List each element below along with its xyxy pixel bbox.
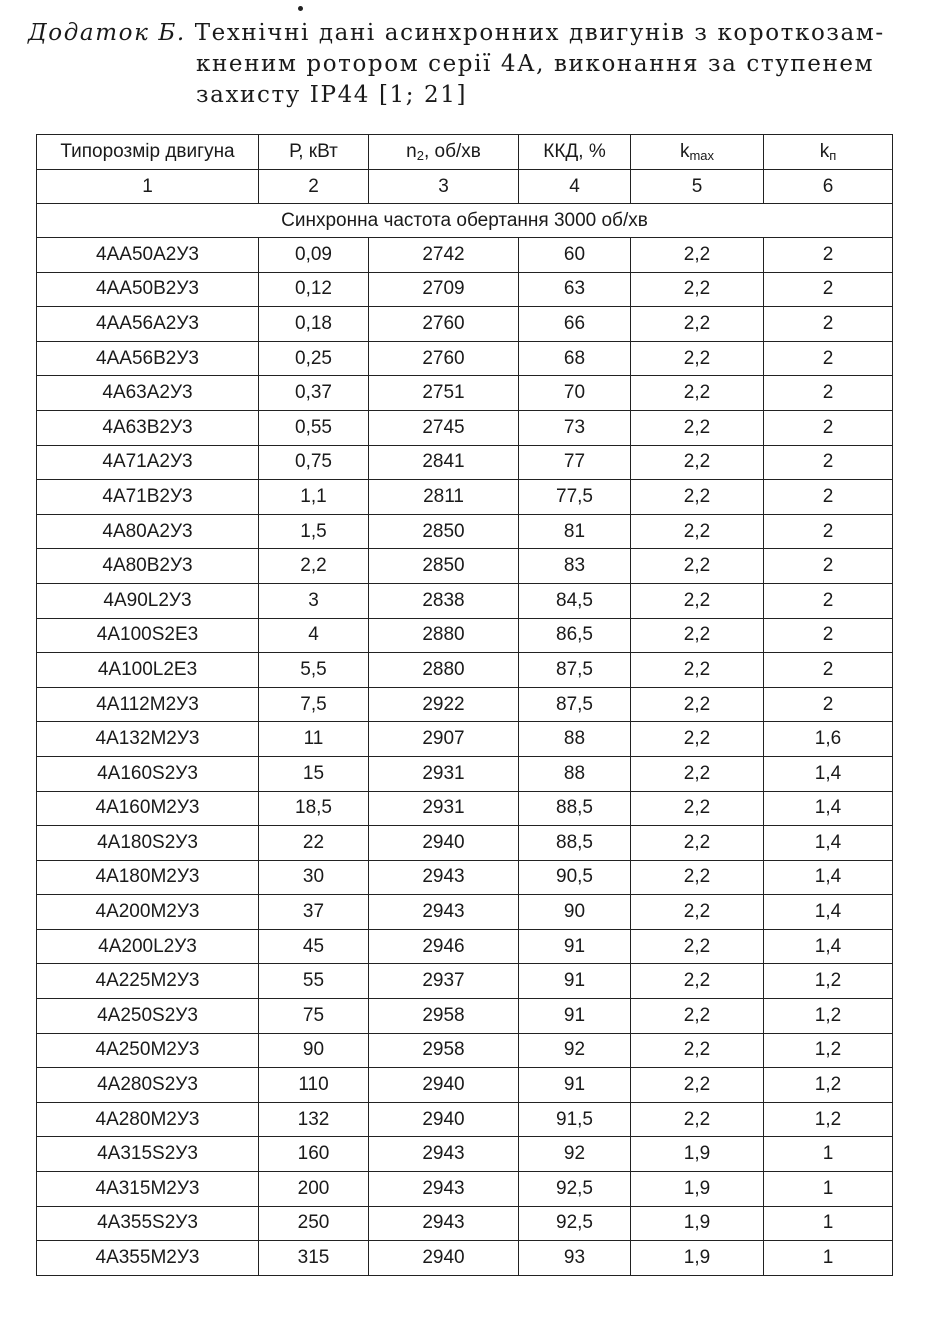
caption-line-1 bbox=[28, 18, 896, 49]
cell-kmax: 2,2 bbox=[631, 445, 764, 480]
cell-kmax: 2,2 bbox=[631, 618, 764, 653]
cell-kp: 2 bbox=[764, 549, 893, 584]
cell-efficiency: 88,5 bbox=[519, 791, 631, 826]
cell-type: 4АА50В2У3 bbox=[37, 272, 259, 307]
cell-speed: 2709 bbox=[369, 272, 519, 307]
cell-speed: 2937 bbox=[369, 964, 519, 999]
cell-efficiency: 91 bbox=[519, 999, 631, 1034]
cell-type: 4А71В2У3 bbox=[37, 480, 259, 515]
header-kp bbox=[764, 135, 893, 170]
cell-type: 4АА56А2У3 bbox=[37, 307, 259, 342]
cell-power: 4 bbox=[259, 618, 369, 653]
cell-speed: 2751 bbox=[369, 376, 519, 411]
cell-kmax: 2,2 bbox=[631, 1102, 764, 1137]
cell-efficiency: 92,5 bbox=[519, 1206, 631, 1241]
table-row bbox=[37, 272, 893, 307]
cell-speed: 2931 bbox=[369, 791, 519, 826]
cell-kp: 1,2 bbox=[764, 964, 893, 999]
cell-power: 0,75 bbox=[259, 445, 369, 480]
cell-speed: 2922 bbox=[369, 687, 519, 722]
cell-type: 4А280М2У3 bbox=[37, 1102, 259, 1137]
section-title: Синхронна частота обертання 3000 об/хв bbox=[37, 204, 893, 238]
cell-type: 4А80В2У3 bbox=[37, 549, 259, 584]
cell-kmax: 2,2 bbox=[631, 653, 764, 688]
cell-kmax: 2,2 bbox=[631, 687, 764, 722]
cell-kmax: 2,2 bbox=[631, 860, 764, 895]
cell-efficiency: 68 bbox=[519, 341, 631, 376]
cell-kmax: 2,2 bbox=[631, 410, 764, 445]
cell-speed: 2838 bbox=[369, 583, 519, 618]
cell-type: 4А180S2У3 bbox=[37, 826, 259, 861]
cell-kp: 2 bbox=[764, 583, 893, 618]
cell-kmax: 2,2 bbox=[631, 895, 764, 930]
cell-power: 0,25 bbox=[259, 341, 369, 376]
cell-power: 5,5 bbox=[259, 653, 369, 688]
column-number: 3 bbox=[369, 170, 519, 204]
header-efficiency: ККД, % bbox=[519, 135, 631, 170]
cell-efficiency: 92 bbox=[519, 1033, 631, 1068]
cell-kp: 1 bbox=[764, 1172, 893, 1207]
cell-speed: 2940 bbox=[369, 1068, 519, 1103]
cell-speed: 2931 bbox=[369, 756, 519, 791]
header-kp-main: k bbox=[819, 141, 830, 162]
table-row bbox=[37, 1206, 893, 1241]
table-row bbox=[37, 1137, 893, 1172]
cell-speed: 2943 bbox=[369, 1172, 519, 1207]
cell-type: 4А100L2Е3 bbox=[37, 653, 259, 688]
cell-efficiency: 90,5 bbox=[519, 860, 631, 895]
cell-kmax: 2,2 bbox=[631, 583, 764, 618]
cell-efficiency: 92 bbox=[519, 1137, 631, 1172]
appendix-caption bbox=[28, 18, 896, 111]
cell-power: 0,12 bbox=[259, 272, 369, 307]
cell-kmax: 2,2 bbox=[631, 376, 764, 411]
cell-kp: 1,2 bbox=[764, 1068, 893, 1103]
column-number: 6 bbox=[764, 170, 893, 204]
cell-power: 160 bbox=[259, 1137, 369, 1172]
cell-power: 0,09 bbox=[259, 238, 369, 273]
cell-kp: 1,4 bbox=[764, 929, 893, 964]
cell-kp: 2 bbox=[764, 376, 893, 411]
cell-power: 75 bbox=[259, 999, 369, 1034]
cell-efficiency: 88 bbox=[519, 756, 631, 791]
header-kmax bbox=[631, 135, 764, 170]
table-row bbox=[37, 1033, 893, 1068]
cell-kp: 2 bbox=[764, 238, 893, 273]
table-row bbox=[37, 1102, 893, 1137]
cell-speed: 2850 bbox=[369, 549, 519, 584]
cell-type: 4А71А2У3 bbox=[37, 445, 259, 480]
cell-power: 45 bbox=[259, 929, 369, 964]
header-speed-unit: , об/хв bbox=[423, 141, 481, 162]
table-row bbox=[37, 376, 893, 411]
table-row bbox=[37, 826, 893, 861]
cell-kp: 2 bbox=[764, 480, 893, 515]
section-row bbox=[37, 204, 893, 238]
cell-efficiency: 83 bbox=[519, 549, 631, 584]
cell-kp: 1,4 bbox=[764, 791, 893, 826]
table-row bbox=[37, 583, 893, 618]
cell-efficiency: 90 bbox=[519, 895, 631, 930]
cell-power: 22 bbox=[259, 826, 369, 861]
cell-power: 90 bbox=[259, 1033, 369, 1068]
table-row bbox=[37, 964, 893, 999]
cell-kmax: 2,2 bbox=[631, 929, 764, 964]
cell-kmax: 2,2 bbox=[631, 307, 764, 342]
caption-text-1: Технічні дані асинхронних двигунів з короткозам- bbox=[194, 20, 885, 46]
cell-kmax: 2,2 bbox=[631, 549, 764, 584]
table-row bbox=[37, 410, 893, 445]
header-kp-sub: п bbox=[829, 148, 837, 163]
cell-kmax: 1,9 bbox=[631, 1241, 764, 1276]
cell-speed: 2760 bbox=[369, 307, 519, 342]
cell-efficiency: 91 bbox=[519, 964, 631, 999]
cell-type: 4А200L2У3 bbox=[37, 929, 259, 964]
cell-power: 1,5 bbox=[259, 514, 369, 549]
table-row bbox=[37, 341, 893, 376]
cell-kmax: 2,2 bbox=[631, 722, 764, 757]
cell-speed: 2940 bbox=[369, 826, 519, 861]
table-row bbox=[37, 860, 893, 895]
cell-kp: 1,4 bbox=[764, 826, 893, 861]
cell-kmax: 2,2 bbox=[631, 514, 764, 549]
cell-speed: 2742 bbox=[369, 238, 519, 273]
cell-kmax: 2,2 bbox=[631, 1068, 764, 1103]
header-speed-main: n bbox=[406, 141, 417, 162]
cell-kp: 2 bbox=[764, 687, 893, 722]
cell-type: 4А315М2У3 bbox=[37, 1172, 259, 1207]
cell-speed: 2880 bbox=[369, 618, 519, 653]
cell-speed: 2811 bbox=[369, 480, 519, 515]
cell-kp: 2 bbox=[764, 445, 893, 480]
column-number-row bbox=[37, 170, 893, 204]
header-speed-sub: 2 bbox=[416, 148, 424, 163]
cell-kp: 1,2 bbox=[764, 1033, 893, 1068]
cell-speed: 2745 bbox=[369, 410, 519, 445]
cell-power: 3 bbox=[259, 583, 369, 618]
cell-kp: 2 bbox=[764, 307, 893, 342]
cell-kmax: 1,9 bbox=[631, 1206, 764, 1241]
cell-kp: 2 bbox=[764, 341, 893, 376]
cell-type: 4А160S2У3 bbox=[37, 756, 259, 791]
cell-type: 4А315S2У3 bbox=[37, 1137, 259, 1172]
cell-speed: 2760 bbox=[369, 341, 519, 376]
cell-power: 7,5 bbox=[259, 687, 369, 722]
column-number: 1 bbox=[37, 170, 259, 204]
cell-efficiency: 70 bbox=[519, 376, 631, 411]
cell-speed: 2943 bbox=[369, 860, 519, 895]
cell-speed: 2946 bbox=[369, 929, 519, 964]
cell-speed: 2880 bbox=[369, 653, 519, 688]
cell-type: 4А180М2У3 bbox=[37, 860, 259, 895]
cell-efficiency: 77,5 bbox=[519, 480, 631, 515]
cell-power: 11 bbox=[259, 722, 369, 757]
cell-type: 4А63В2У3 bbox=[37, 410, 259, 445]
table-row bbox=[37, 895, 893, 930]
cell-type: 4А160М2У3 bbox=[37, 791, 259, 826]
column-number: 2 bbox=[259, 170, 369, 204]
table-row bbox=[37, 791, 893, 826]
header-kmax-sub: max bbox=[689, 148, 715, 163]
table-row bbox=[37, 445, 893, 480]
cell-type: 4А80А2У3 bbox=[37, 514, 259, 549]
cell-power: 0,18 bbox=[259, 307, 369, 342]
cell-speed: 2943 bbox=[369, 1137, 519, 1172]
table-row bbox=[37, 1241, 893, 1276]
header-row bbox=[37, 135, 893, 170]
cell-speed: 2850 bbox=[369, 514, 519, 549]
cell-kp: 1,6 bbox=[764, 722, 893, 757]
table-row bbox=[37, 307, 893, 342]
cell-power: 15 bbox=[259, 756, 369, 791]
cell-power: 250 bbox=[259, 1206, 369, 1241]
cell-power: 132 bbox=[259, 1102, 369, 1137]
cell-type: 4АА50А2У3 bbox=[37, 238, 259, 273]
caption-line-2: кненим ротором серії 4А, виконання за ступенем bbox=[196, 51, 875, 77]
header-power: Р, кВт bbox=[259, 135, 369, 170]
cell-kmax: 2,2 bbox=[631, 964, 764, 999]
cell-type: 4А355М2У3 bbox=[37, 1241, 259, 1276]
cell-power: 55 bbox=[259, 964, 369, 999]
cell-efficiency: 93 bbox=[519, 1241, 631, 1276]
cell-type: 4А355S2У3 bbox=[37, 1206, 259, 1241]
cell-power: 2,2 bbox=[259, 549, 369, 584]
cell-kmax: 1,9 bbox=[631, 1172, 764, 1207]
cell-kp: 1 bbox=[764, 1241, 893, 1276]
table-row bbox=[37, 1172, 893, 1207]
cell-efficiency: 86,5 bbox=[519, 618, 631, 653]
cell-efficiency: 60 bbox=[519, 238, 631, 273]
cell-efficiency: 88,5 bbox=[519, 826, 631, 861]
cell-type: 4А90L2У3 bbox=[37, 583, 259, 618]
cell-efficiency: 66 bbox=[519, 307, 631, 342]
cell-kmax: 1,9 bbox=[631, 1137, 764, 1172]
header-kmax-main: k bbox=[679, 141, 690, 162]
cell-efficiency: 91,5 bbox=[519, 1102, 631, 1137]
table-row bbox=[37, 514, 893, 549]
header-speed bbox=[369, 135, 519, 170]
cell-kmax: 2,2 bbox=[631, 238, 764, 273]
cell-type: 4А250М2У3 bbox=[37, 1033, 259, 1068]
cell-speed: 2907 bbox=[369, 722, 519, 757]
cell-power: 0,55 bbox=[259, 410, 369, 445]
cell-kmax: 2,2 bbox=[631, 999, 764, 1034]
cell-efficiency: 77 bbox=[519, 445, 631, 480]
table-row bbox=[37, 929, 893, 964]
cell-speed: 2943 bbox=[369, 1206, 519, 1241]
cell-power: 110 bbox=[259, 1068, 369, 1103]
stray-dot-mark bbox=[298, 6, 303, 11]
cell-kp: 1 bbox=[764, 1206, 893, 1241]
cell-efficiency: 92,5 bbox=[519, 1172, 631, 1207]
cell-speed: 2940 bbox=[369, 1102, 519, 1137]
table-row bbox=[37, 687, 893, 722]
cell-kp: 2 bbox=[764, 272, 893, 307]
cell-type: 4А280S2У3 bbox=[37, 1068, 259, 1103]
cell-kp: 2 bbox=[764, 618, 893, 653]
cell-power: 200 bbox=[259, 1172, 369, 1207]
cell-power: 37 bbox=[259, 895, 369, 930]
cell-power: 18,5 bbox=[259, 791, 369, 826]
cell-speed: 2940 bbox=[369, 1241, 519, 1276]
cell-kp: 1,2 bbox=[764, 999, 893, 1034]
table-row bbox=[37, 238, 893, 273]
cell-kp: 2 bbox=[764, 514, 893, 549]
cell-kp: 1 bbox=[764, 1137, 893, 1172]
cell-type: 4А112М2У3 bbox=[37, 687, 259, 722]
cell-efficiency: 81 bbox=[519, 514, 631, 549]
cell-efficiency: 91 bbox=[519, 1068, 631, 1103]
caption-prefix: Додаток Б. bbox=[28, 20, 186, 46]
cell-efficiency: 63 bbox=[519, 272, 631, 307]
table-row bbox=[37, 722, 893, 757]
cell-efficiency: 73 bbox=[519, 410, 631, 445]
table-row bbox=[37, 1068, 893, 1103]
cell-efficiency: 87,5 bbox=[519, 653, 631, 688]
cell-kmax: 2,2 bbox=[631, 826, 764, 861]
column-number: 4 bbox=[519, 170, 631, 204]
cell-type: 4А200М2У3 bbox=[37, 895, 259, 930]
cell-efficiency: 88 bbox=[519, 722, 631, 757]
column-number: 5 bbox=[631, 170, 764, 204]
table-row bbox=[37, 999, 893, 1034]
cell-kmax: 2,2 bbox=[631, 272, 764, 307]
cell-efficiency: 87,5 bbox=[519, 687, 631, 722]
cell-type: 4АА56В2У3 bbox=[37, 341, 259, 376]
table-row bbox=[37, 480, 893, 515]
table-row bbox=[37, 549, 893, 584]
cell-kmax: 2,2 bbox=[631, 791, 764, 826]
cell-type: 4А100S2Е3 bbox=[37, 618, 259, 653]
table-row bbox=[37, 756, 893, 791]
cell-type: 4А63А2У3 bbox=[37, 376, 259, 411]
cell-speed: 2943 bbox=[369, 895, 519, 930]
cell-power: 0,37 bbox=[259, 376, 369, 411]
cell-kmax: 2,2 bbox=[631, 480, 764, 515]
header-type: Типорозмір двигуна bbox=[37, 135, 259, 170]
table-row bbox=[37, 618, 893, 653]
cell-power: 30 bbox=[259, 860, 369, 895]
motor-spec-table bbox=[36, 134, 893, 1276]
cell-kp: 1,4 bbox=[764, 756, 893, 791]
cell-type: 4А132М2У3 bbox=[37, 722, 259, 757]
cell-kp: 2 bbox=[764, 653, 893, 688]
cell-speed: 2958 bbox=[369, 999, 519, 1034]
cell-kmax: 2,2 bbox=[631, 1033, 764, 1068]
caption-line-3: захисту IP44 [1; 21] bbox=[196, 82, 468, 108]
cell-kmax: 2,2 bbox=[631, 756, 764, 791]
cell-efficiency: 91 bbox=[519, 929, 631, 964]
cell-kp: 1,4 bbox=[764, 895, 893, 930]
cell-speed: 2841 bbox=[369, 445, 519, 480]
cell-kp: 1,4 bbox=[764, 860, 893, 895]
cell-power: 315 bbox=[259, 1241, 369, 1276]
cell-type: 4А250S2У3 bbox=[37, 999, 259, 1034]
cell-type: 4А225М2У3 bbox=[37, 964, 259, 999]
cell-speed: 2958 bbox=[369, 1033, 519, 1068]
cell-kp: 1,2 bbox=[764, 1102, 893, 1137]
cell-kmax: 2,2 bbox=[631, 341, 764, 376]
cell-kp: 2 bbox=[764, 410, 893, 445]
table-row bbox=[37, 653, 893, 688]
cell-efficiency: 84,5 bbox=[519, 583, 631, 618]
cell-power: 1,1 bbox=[259, 480, 369, 515]
